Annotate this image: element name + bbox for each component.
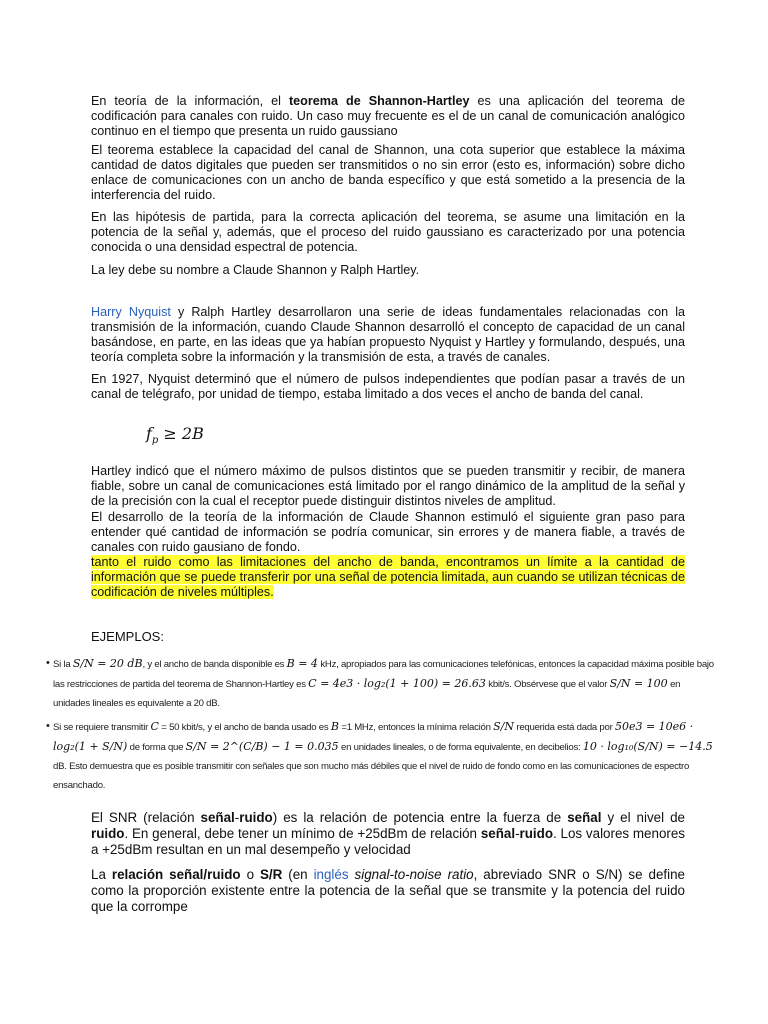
text: =1 MHz, entonces la mínima relación bbox=[338, 722, 494, 733]
text: (en bbox=[282, 867, 314, 882]
text: . En general, debe tener un mínimo de +25dBm de relación bbox=[124, 826, 481, 841]
paragraph-snr bbox=[91, 810, 685, 858]
math: C = 4e3 · log₂(1 + 100) = 26.63 bbox=[308, 677, 486, 690]
text: es una aplicación del teorema de codificación para canales con ruido. Un caso muy frecuente es el de un canal de comunicación analógico continuo en el tiempo que presenta un ruido gaussiano bbox=[91, 94, 685, 138]
math: S/N = 2^(C/B) − 1 = 0.035 bbox=[185, 740, 339, 753]
text: requerida está dada por bbox=[513, 722, 615, 733]
formula-subscript: p bbox=[151, 435, 159, 447]
bold-term: ruido bbox=[91, 826, 125, 841]
bold-term: señal bbox=[480, 826, 516, 841]
text: - bbox=[234, 810, 240, 825]
text: y Ralph Hartley desarrollaron una serie de ideas fundamentales relacionadas con la transmisión de la información, cuando Claude Shannon desarrolló el concepto de capacidad de un canal basándose, en parte, en las ideas que ya habían propuesto Nyquist y Hartley y formulando, después, una teoría completa sobre la información y la transmisión de esta, a través de canales. bbox=[91, 305, 685, 364]
text: de forma que bbox=[127, 742, 186, 753]
link-harry-nyquist[interactable]: Harry Nyquist bbox=[91, 305, 171, 319]
text: , abreviado SNR o S/N) se define como la proporción existente entre la potencia de la señal que se transmite y la potencia del ruido que la corrompe bbox=[91, 867, 686, 914]
paragraph-highlighted bbox=[91, 555, 685, 600]
paragraph-hartley: Hartley indicó que el número máximo de pulsos distintos que se pueden transmitir y recibir, de manera fiable, sobre un canal de comunicaciones está limitado por el rango dinámico de la amplitud de la señal y de la precisión con la cual el receptor puede distinguir distintos niveles de amplitud. bbox=[91, 464, 685, 508]
math: B = 4 bbox=[286, 657, 318, 670]
highlighted-text: tanto el ruido como las limitaciones del ancho de banda, encontramos un límite a la cantidad de información que se puede transferir por una señal de potencia limitada, aun cuando se utilizan técnicas de codificación de niveles múltiples. bbox=[91, 555, 685, 599]
math: S/N bbox=[493, 720, 514, 733]
link-ingles[interactable]: inglés bbox=[313, 867, 349, 882]
text: ) es la relación de potencia entre la fuerza de bbox=[272, 810, 568, 825]
paragraph-shannon-development: El desarrollo de la teoría de la información de Claude Shannon estimuló el siguiente gran paso para entender qué cantidad de información se podría comunicar, sin errores y de manera fiable, a través de canales con ruido gausiano de fondo. bbox=[91, 510, 685, 554]
text: - bbox=[515, 826, 520, 841]
paragraph-nyquist-hartley bbox=[91, 305, 685, 365]
formula-rest: ≥ 2B bbox=[158, 424, 204, 443]
text: El SNR (relación bbox=[91, 810, 201, 825]
bold-term: ruido bbox=[519, 826, 554, 841]
bold-term: señal bbox=[200, 810, 235, 825]
paragraph-name-origin: La ley debe su nombre a Claude Shannon y Ralph Hartley. bbox=[91, 263, 420, 277]
math: B bbox=[330, 720, 339, 733]
example-2 bbox=[46, 717, 717, 795]
paragraph-relacion-senal-ruido bbox=[91, 867, 685, 915]
text: dB. Esto demuestra que es posible transmitir con señales que son mucho más débiles que el nivel de ruido de fondo como en las comunicaciones de espectro ensanchado. bbox=[53, 761, 690, 791]
bold-term: señal bbox=[567, 810, 602, 825]
bullet-icon: • bbox=[46, 657, 50, 669]
text: o bbox=[240, 867, 260, 882]
text: En teoría de la información, el bbox=[91, 94, 289, 108]
text: La bbox=[91, 867, 112, 882]
text: y el nivel de bbox=[601, 810, 685, 825]
text: , y el ancho de banda disponible es bbox=[142, 659, 287, 670]
bullet-icon: • bbox=[46, 720, 50, 732]
text: en unidades lineales es equivalente a 20 dB. bbox=[53, 679, 681, 709]
formula-f: f bbox=[146, 424, 152, 443]
text: . Los valores menores a +25dBm resultan en un mal desempeño y velocidad bbox=[91, 826, 685, 857]
math: C bbox=[150, 720, 159, 733]
bold-term: relación señal/ruido bbox=[111, 867, 241, 882]
text: Si se requiere transmitir bbox=[53, 722, 151, 733]
paragraph-hypotheses: En las hipótesis de partida, para la correcta aplicación del teorema, se asume una limitación en la potencia de la señal y, además, que el proceso del ruido gaussiano es caracterizado por una potencia conocida o una densidad espectral de potencia. bbox=[91, 210, 685, 254]
math: 10 · log₁₀(S/N) = −14.5 bbox=[582, 740, 713, 753]
paragraph-1927: En 1927, Nyquist determinó que el número de pulsos independientes que podían pasar a través de un canal de telégrafo, por unidad de tiempo, estaba limitado a dos veces el ancho de banda del canal. bbox=[91, 372, 685, 401]
paragraph-theorem: El teorema establece la capacidad del canal de Shannon, una cota superior que establece la máxima cantidad de datos digitales que pueden ser transmitidos o no sin error (esto es, información) sobre dicho enlace de comunicaciones con un ancho de banda específico y que está sometido a la presencia de la interferencia del ruido. bbox=[91, 143, 685, 202]
math: S/N = 20 dB bbox=[72, 657, 143, 670]
text: Si la bbox=[53, 659, 73, 670]
italic-term: signal-to-noise ratio bbox=[354, 867, 474, 882]
ejemplos-heading: EJEMPLOS: bbox=[91, 629, 164, 644]
bold-term: teorema de Shannon-Hartley bbox=[288, 94, 470, 108]
text: en unidades lineales, o de forma equivalente, en decibelios: bbox=[338, 742, 583, 753]
example-1 bbox=[46, 654, 717, 713]
text: kHz, apropiados para las comunicaciones telefónicas, entonces la capacidad máxima posible bajo las restricciones de partida del teorema de Shannon-Hartley es bbox=[53, 659, 714, 690]
math: 50e3 = 10e6 · log₂(1 + S/N) bbox=[53, 720, 694, 753]
text: kbit/s. Obsérvese que el valor bbox=[485, 679, 610, 690]
nyquist-formula bbox=[146, 424, 204, 446]
text: = 50 kbit/s, y el ancho de banda usado es bbox=[158, 722, 331, 733]
bold-term: ruido bbox=[239, 810, 273, 825]
paragraph-intro bbox=[91, 94, 685, 139]
math: S/N = 100 bbox=[609, 677, 668, 690]
bold-term: S/R bbox=[259, 867, 283, 882]
